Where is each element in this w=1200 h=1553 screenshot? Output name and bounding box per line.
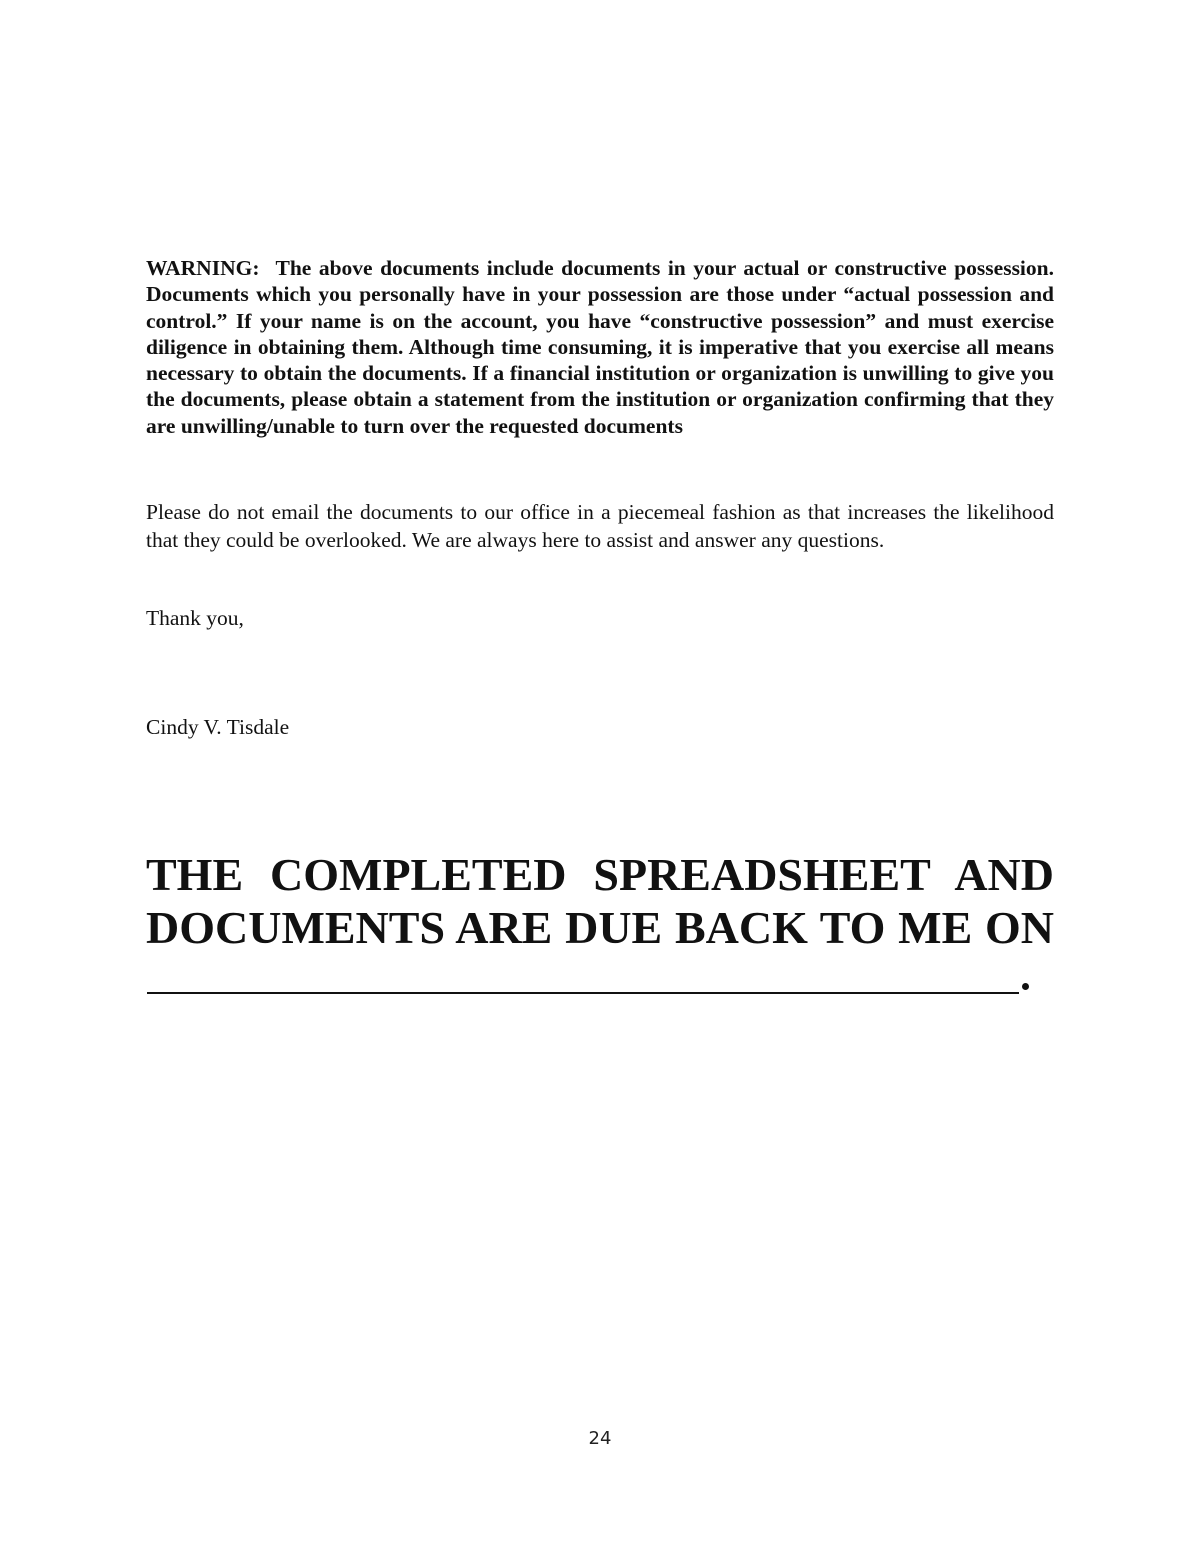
period-mark <box>1022 983 1029 990</box>
page-number: 24 <box>588 1428 612 1449</box>
closing-line: Thank you, <box>146 606 244 630</box>
due-date-heading: THE COMPLETED SPREADSHEET AND DOCUMENTS ARE DUE BACK TO ME ON <box>146 849 1054 953</box>
email-note-paragraph: Please do not email the documents to our office in a piecemeal fashion as that increases the likelihood that they could be overlooked. We are always here to assist and answer any questions. <box>146 500 1054 552</box>
warning-paragraph <box>146 255 1054 439</box>
due-date-blank-line <box>147 992 1019 994</box>
warning-text: The above documents include documents in your actual or constructive possession. Documents which you personally have in your possession are those under “actual possession and control.” If your name is on the account, you have “constructive possession” and must exercise diligence in obtaining them. Although time consuming, it is imperative that you exercise all means necessary to obtain the documents. If a financial institution or organization is unwilling to give you the documents, please obtain a statement from the institution or organization confirming that they are unwilling/unable to turn over the requested documents <box>146 256 1054 438</box>
signature-name: Cindy V. Tisdale <box>146 715 290 739</box>
warning-label: WARNING: <box>146 256 260 280</box>
